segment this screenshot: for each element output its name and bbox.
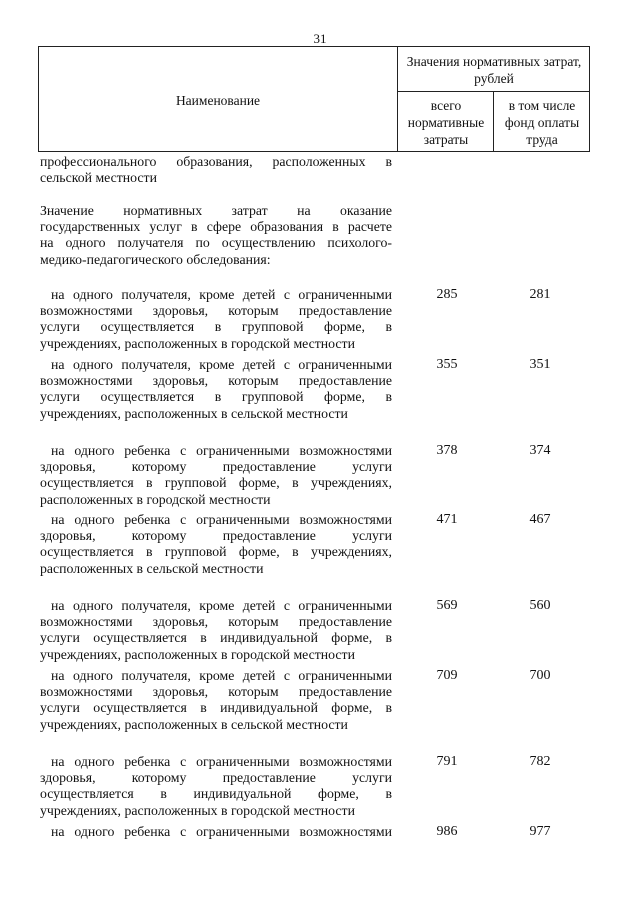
- row-line: возможностями здоровья, которым предоставление: [40, 684, 392, 700]
- table-row: [40, 668, 392, 733]
- row-line: на одного ребенка с ограниченными возможностями: [51, 824, 392, 839]
- row-line: учреждениях, расположенных в сельской местности: [40, 716, 348, 732]
- table-row: [40, 203, 392, 268]
- wage-fund-value: 374: [529, 443, 551, 458]
- page-number: 31: [313, 31, 327, 46]
- row-line: учреждениях, расположенных в городской местности: [40, 802, 355, 818]
- row-line: осуществляется в групповой форме, в учреждениях,: [40, 475, 392, 491]
- row-line: медико-педагогического обследования:: [40, 251, 271, 267]
- table-row: [40, 824, 392, 840]
- column-header-total: всего нормативные затраты: [407, 98, 485, 147]
- column-header-values: Значения нормативных затрат, рублей: [406, 54, 582, 86]
- row-line: на одного получателя, кроме детей с ограниченными: [51, 287, 392, 302]
- total-cost-value: 355: [436, 357, 458, 372]
- row-line: на одного получателя по осуществлению психолого-: [40, 235, 392, 251]
- table-row: [40, 754, 392, 819]
- row-line: осуществляется в групповой форме, в учреждениях,: [40, 544, 392, 560]
- row-line: здоровья, которому предоставление услуги: [40, 770, 392, 786]
- table-row: [40, 598, 392, 663]
- row-line: учреждениях, расположенных в городской местности: [40, 646, 355, 662]
- wage-fund-value: 560: [529, 598, 551, 613]
- total-cost-value: 285: [436, 287, 458, 302]
- row-line: здоровья, которому предоставление услуги: [40, 528, 392, 544]
- row-line: учреждениях, расположенных в сельской местности: [40, 405, 348, 421]
- row-line: учреждениях, расположенных в городской местности: [40, 335, 355, 351]
- row-line: услуги осуществляется в индивидуальной форме, в: [40, 700, 392, 716]
- row-line: на одного ребенка с ограниченными возможностями: [51, 512, 392, 527]
- row-line: на одного получателя, кроме детей с ограниченными: [51, 357, 392, 372]
- total-cost-value: 569: [436, 598, 458, 613]
- row-line: на одного получателя, кроме детей с ограниченными: [51, 598, 392, 613]
- wage-fund-value: 351: [529, 357, 551, 372]
- wage-fund-value: 467: [529, 512, 551, 527]
- row-line: на одного получателя, кроме детей с ограниченными: [51, 668, 392, 683]
- row-line: возможностями здоровья, которым предоставление: [40, 373, 392, 389]
- row-line: сельской местности: [40, 170, 157, 186]
- table-row: [40, 512, 392, 577]
- row-line: возможностями здоровья, которым предоставление: [40, 614, 392, 630]
- total-cost-value: 471: [436, 512, 458, 527]
- table-header: [38, 46, 590, 152]
- wage-fund-value: 281: [529, 287, 551, 302]
- row-line: расположенных в городской местности: [40, 491, 271, 507]
- row-line: на одного ребенка с ограниченными возможностями: [51, 754, 392, 769]
- total-cost-value: 709: [436, 668, 458, 683]
- total-cost-value: 378: [436, 443, 458, 458]
- column-header-wage: в том числе фонд оплаты труда: [504, 98, 580, 147]
- row-line: на одного ребенка с ограниченными возможностями: [51, 443, 392, 458]
- table-row: [40, 287, 392, 352]
- wage-fund-value: 782: [529, 754, 551, 769]
- row-line: услуги осуществляется в групповой форме, в: [40, 389, 392, 405]
- row-line: государственных услуг в сфере образования в расчете: [40, 219, 392, 235]
- table-row: [40, 443, 392, 508]
- row-line: расположенных в сельской местности: [40, 560, 264, 576]
- wage-fund-value: 700: [529, 668, 551, 683]
- row-line: здоровья, которому предоставление услуги: [40, 459, 392, 475]
- column-header-name: Наименование: [175, 93, 261, 108]
- total-cost-value: 986: [436, 824, 458, 839]
- wage-fund-value: 977: [529, 824, 551, 839]
- row-line: услуги осуществляется в групповой форме, в: [40, 319, 392, 335]
- row-line: возможностями здоровья, которым предоставление: [40, 303, 392, 319]
- total-cost-value: 791: [436, 754, 458, 769]
- row-line: осуществляется в индивидуальной форме, в: [40, 786, 392, 802]
- table-row: [40, 154, 392, 186]
- row-line: профессионального образования, расположенных в: [40, 154, 392, 169]
- row-line: услуги осуществляется в индивидуальной форме, в: [40, 630, 392, 646]
- table-row: [40, 357, 392, 422]
- row-line: Значение нормативных затрат на оказание: [40, 203, 392, 218]
